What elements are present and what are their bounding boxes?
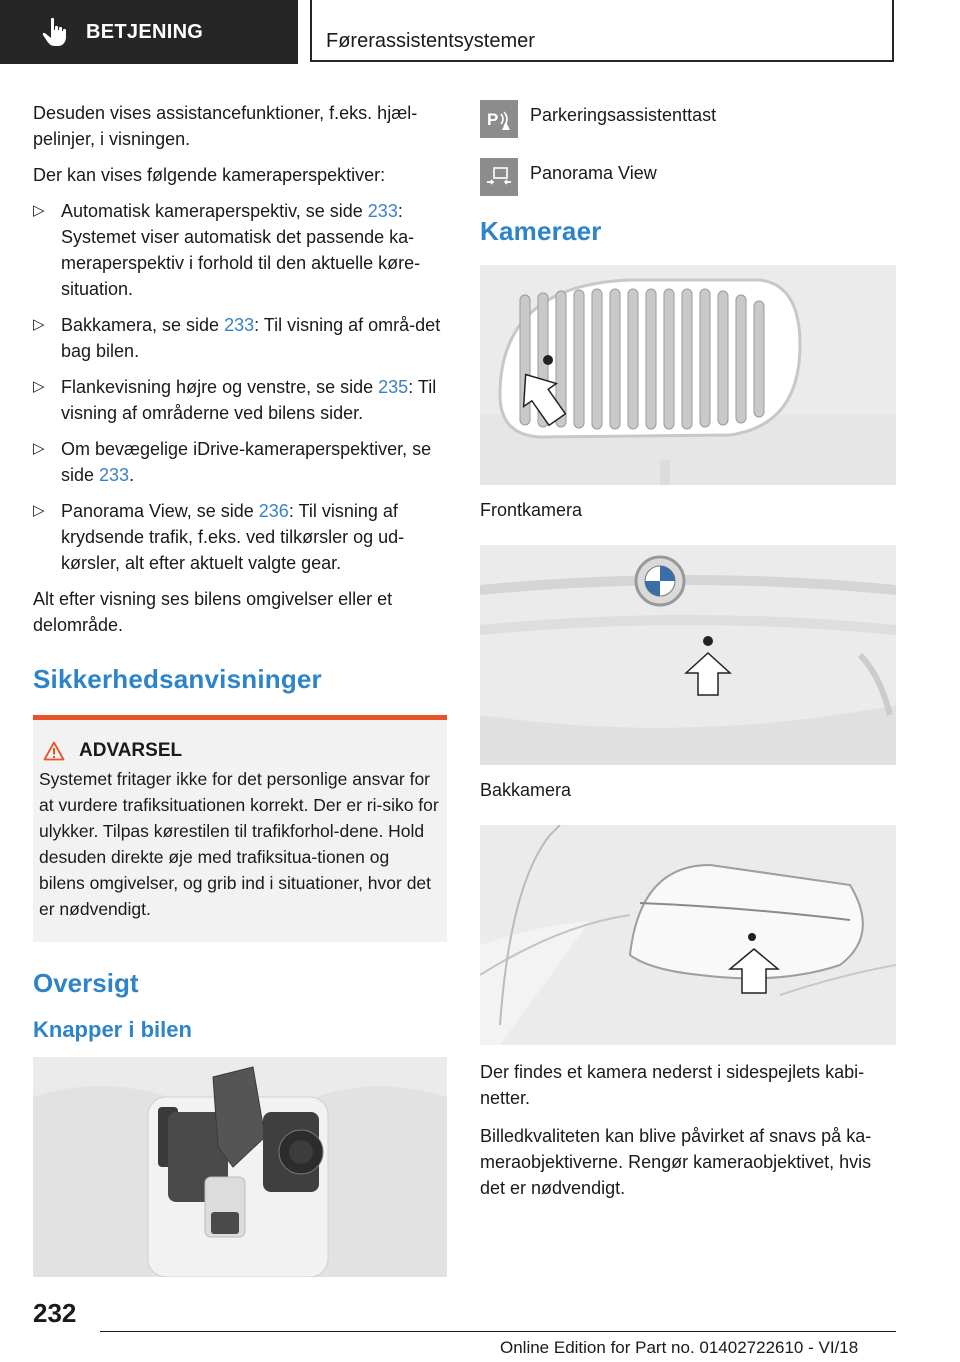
chapter-title: Førerassistentsystemer: [326, 30, 535, 52]
warning-triangle-icon: [43, 741, 65, 761]
footer-rule: [100, 1331, 896, 1332]
front-camera-image: [480, 265, 896, 485]
section-label: BETJENING: [86, 20, 204, 43]
quality-paragraph: Billedkvaliteten kan blive påvirket af snavs på ka-meraobjektiverne. Rengør kameraobjektivet, hvis det er nødvendigt.: [480, 1126, 872, 1198]
page-link[interactable]: 233: [99, 465, 130, 485]
perspective-list: [33, 198, 447, 576]
side-mirror-camera-image: [480, 825, 896, 1045]
page-number: 232: [33, 1298, 77, 1328]
panorama-button-row: [480, 158, 896, 196]
buttons-heading: Knapper i bilen: [33, 1017, 192, 1042]
warning-box: [33, 715, 447, 942]
right-column: [480, 100, 896, 1201]
front-camera-caption: Frontkamera: [480, 500, 583, 520]
list-item: ▷ Flankevisning højre og venstre, se side 235: Til visning af områderne ved bilens sider.: [33, 374, 447, 426]
page-link[interactable]: 233: [224, 315, 255, 335]
panorama-view-button-icon: [480, 158, 518, 196]
panorama-icon: [484, 162, 514, 192]
svg-text:P: P: [487, 110, 499, 129]
warning-title: ADVARSEL: [79, 740, 183, 761]
chapter-tab: [310, 0, 894, 62]
list-item: ▷ Om bevægelige iDrive-kameraperspektiver, se side 233.: [33, 436, 447, 488]
list-item: ▷ Panorama View, se side 236: Til visning af krydsende trafik, f.eks. ved tilkørsler og ud-kørsler, alt efter aktuelt valgte gear.: [33, 498, 447, 576]
hand-pointer-icon: [38, 15, 72, 49]
list-item: ▷ Automatisk kameraperspektiv, se side 233: Systemet viser automatisk det passende ka-meraperspektiv i forhold til den aktuelle køre-situation.: [33, 198, 447, 302]
rear-camera-image: [480, 545, 896, 765]
mirror-paragraph: Der findes et kamera nederst i sidespejlets kabi-netter.: [480, 1062, 865, 1108]
park-assist-label: Parkeringsassistenttast: [530, 105, 717, 125]
warning-text: Systemet fritager ikke for det personlige ansvar for at vurdere trafiksituationen korrekt. Der er ri-siko for ulykker. Tilpas kørestilen til trafikforhol-dene. Hold desuden direkte øje med trafiksitua-tionen og bilens omgivelser, og grib ind i situationer, hvor det er nødvendigt.: [39, 769, 439, 919]
cameras-heading: Kameraer: [480, 216, 602, 246]
left-column: [33, 100, 447, 1277]
panorama-label: Panorama View: [530, 163, 657, 183]
section-tab: [0, 0, 298, 64]
park-assist-icon: [484, 104, 514, 134]
page-link[interactable]: 236: [258, 501, 289, 521]
rear-camera-caption: Bakkamera: [480, 780, 572, 800]
parking-assistant-button-icon: [480, 100, 518, 138]
center-console-image: [33, 1057, 447, 1277]
safety-heading: Sikkerhedsanvisninger: [33, 664, 322, 694]
intro-paragraph: Desuden vises assistancefunktioner, f.eks. hjæl-pelinjer, i visningen.: [33, 103, 418, 149]
list-item: ▷ Bakkamera, se side 233: Til visning af områ-det bag bilen.: [33, 312, 447, 364]
after-list-paragraph: Alt efter visning ses bilens omgivelser eller et delområde.: [33, 589, 393, 635]
page-link[interactable]: 233: [367, 201, 398, 221]
park-assist-button-row: [480, 100, 896, 138]
overview-heading: Oversigt: [33, 968, 139, 998]
perspectives-intro: Der kan vises følgende kameraperspektiver:: [33, 165, 386, 185]
page-link[interactable]: 235: [378, 377, 409, 397]
edition-text: Online Edition for Part no. 01402722610 - VI/18: [500, 1338, 859, 1357]
